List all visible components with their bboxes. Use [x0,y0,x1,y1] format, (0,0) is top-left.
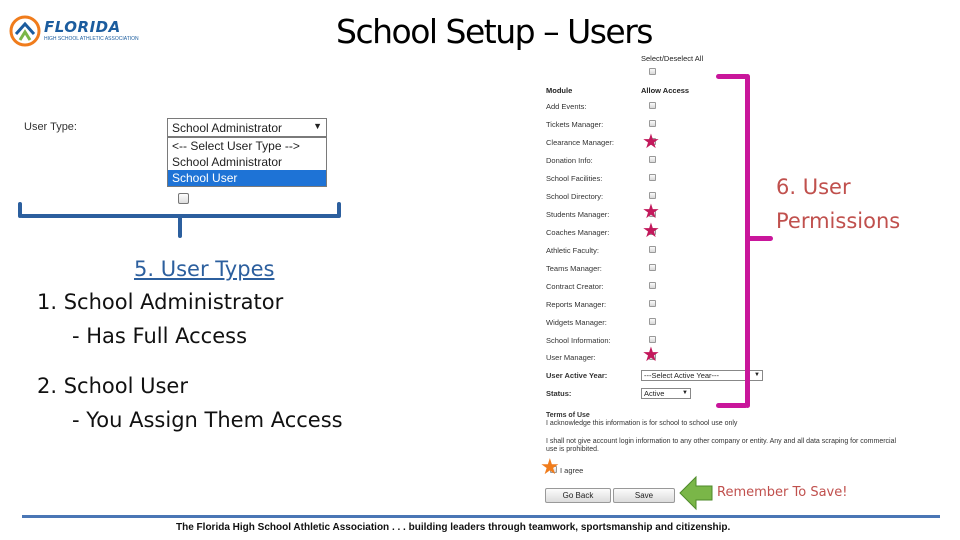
star-icon: ★ [642,220,660,242]
module-label: Reports Manager: [546,300,607,309]
permissions-bracket [745,74,750,408]
user-types-heading: 5. User Types [134,257,275,281]
star-icon: ★ [642,201,660,223]
user-type-admin-text: 1. School Administrator [37,290,284,314]
star-icon: ★ [642,131,660,153]
arrow-left-icon [678,475,714,511]
module-label: School Information: [546,336,611,345]
footer-text: The Florida High School Athletic Association . . . building leaders through teamwork, sportsmanship and citizenship. [176,522,731,533]
permissions-note-line: 6. User [776,175,851,199]
terms-title: Terms of Use [546,412,590,419]
status-label: Status: [546,389,572,398]
module-label: Teams Manager: [546,264,602,273]
user-type-options[interactable] [167,137,327,187]
module-checkbox[interactable] [649,102,656,109]
permissions-note-line: Permissions [776,209,901,233]
footer-divider [22,515,940,518]
select-all-label: Select/Deselect All [641,54,704,63]
user-type-bracket-right [337,202,341,218]
chevron-down-icon: ▼ [682,390,688,396]
module-checkbox[interactable] [649,282,656,289]
module-checkbox[interactable] [649,336,656,343]
module-label: Students Manager: [546,210,610,219]
user-type-user-text: 2. School User [37,374,188,398]
module-label: Athletic Faculty: [546,246,599,255]
module-label: Donation Info: [546,156,593,165]
module-checkbox[interactable] [649,156,656,163]
save-button[interactable]: Save [613,488,675,503]
module-checkbox[interactable] [649,192,656,199]
star-icon: ★ [642,344,660,366]
module-checkbox[interactable] [649,318,656,325]
active-year-label: User Active Year: [546,371,608,380]
star-icon: ★ [540,454,560,479]
module-label: Coaches Manager: [546,228,610,237]
module-label: Clearance Manager: [546,138,614,147]
permissions-panel [540,48,940,508]
active-year-value: ---Select Active Year--- [644,371,720,380]
terms-line: I shall not give account login information to any other company or entity. Any and all data scraping for commercial [546,438,897,445]
permissions-bracket-bottom [716,403,748,408]
terms-line: I acknowledge this information is for school to school use only [546,420,738,427]
permissions-bracket-top [716,74,748,79]
user-type-selected-value: School Administrator [172,121,283,135]
module-checkbox[interactable] [649,246,656,253]
module-checkbox[interactable] [649,300,656,307]
chevron-down-icon: ▼ [313,121,322,131]
module-label: User Manager: [546,353,596,362]
module-checkbox[interactable] [649,120,656,127]
page-title: School Setup – Users [336,12,652,51]
user-type-user-desc: - You Assign Them Access [72,408,343,432]
select-all-checkbox[interactable] [649,68,656,75]
permissions-bracket-tip [745,236,773,241]
module-checkbox[interactable] [649,174,656,181]
user-type-option-highlighted[interactable]: School User [168,170,326,186]
module-label: Contract Creator: [546,282,604,291]
agree-label: I agree [560,466,584,475]
module-label: Tickets Manager: [546,120,604,129]
florida-logo-icon [8,14,42,48]
terms-line: use is prohibited. [546,446,599,453]
go-back-button[interactable]: Go Back [545,488,611,503]
chevron-down-icon: ▼ [754,372,760,378]
permissions-note [776,170,900,238]
module-label: Add Events: [546,102,587,111]
save-reminder: Remember To Save! [717,485,848,500]
module-label: School Facilities: [546,174,603,183]
user-type-bracket-left [18,202,22,218]
user-type-checkbox[interactable] [178,193,189,204]
logo-subtext: HIGH SCHOOL ATHLETIC ASSOCIATION [44,36,139,42]
module-label: School Directory: [546,192,604,201]
module-column-header: Module [546,86,573,95]
user-type-select[interactable] [167,118,327,137]
status-select[interactable] [641,388,691,399]
user-type-option[interactable]: School Administrator [172,155,283,169]
user-type-admin-desc: - Has Full Access [72,324,248,348]
user-type-bracket-stem [178,216,182,238]
user-type-option[interactable]: <-- Select User Type --> [172,139,300,153]
logo-text: FLORIDA [44,18,121,36]
module-label: Widgets Manager: [546,318,607,327]
module-checkbox[interactable] [649,264,656,271]
allow-access-column-header: Allow Access [641,86,690,95]
user-type-label: User Type: [24,121,77,133]
fhsaa-logo [8,14,139,48]
status-value: Active [644,389,665,398]
